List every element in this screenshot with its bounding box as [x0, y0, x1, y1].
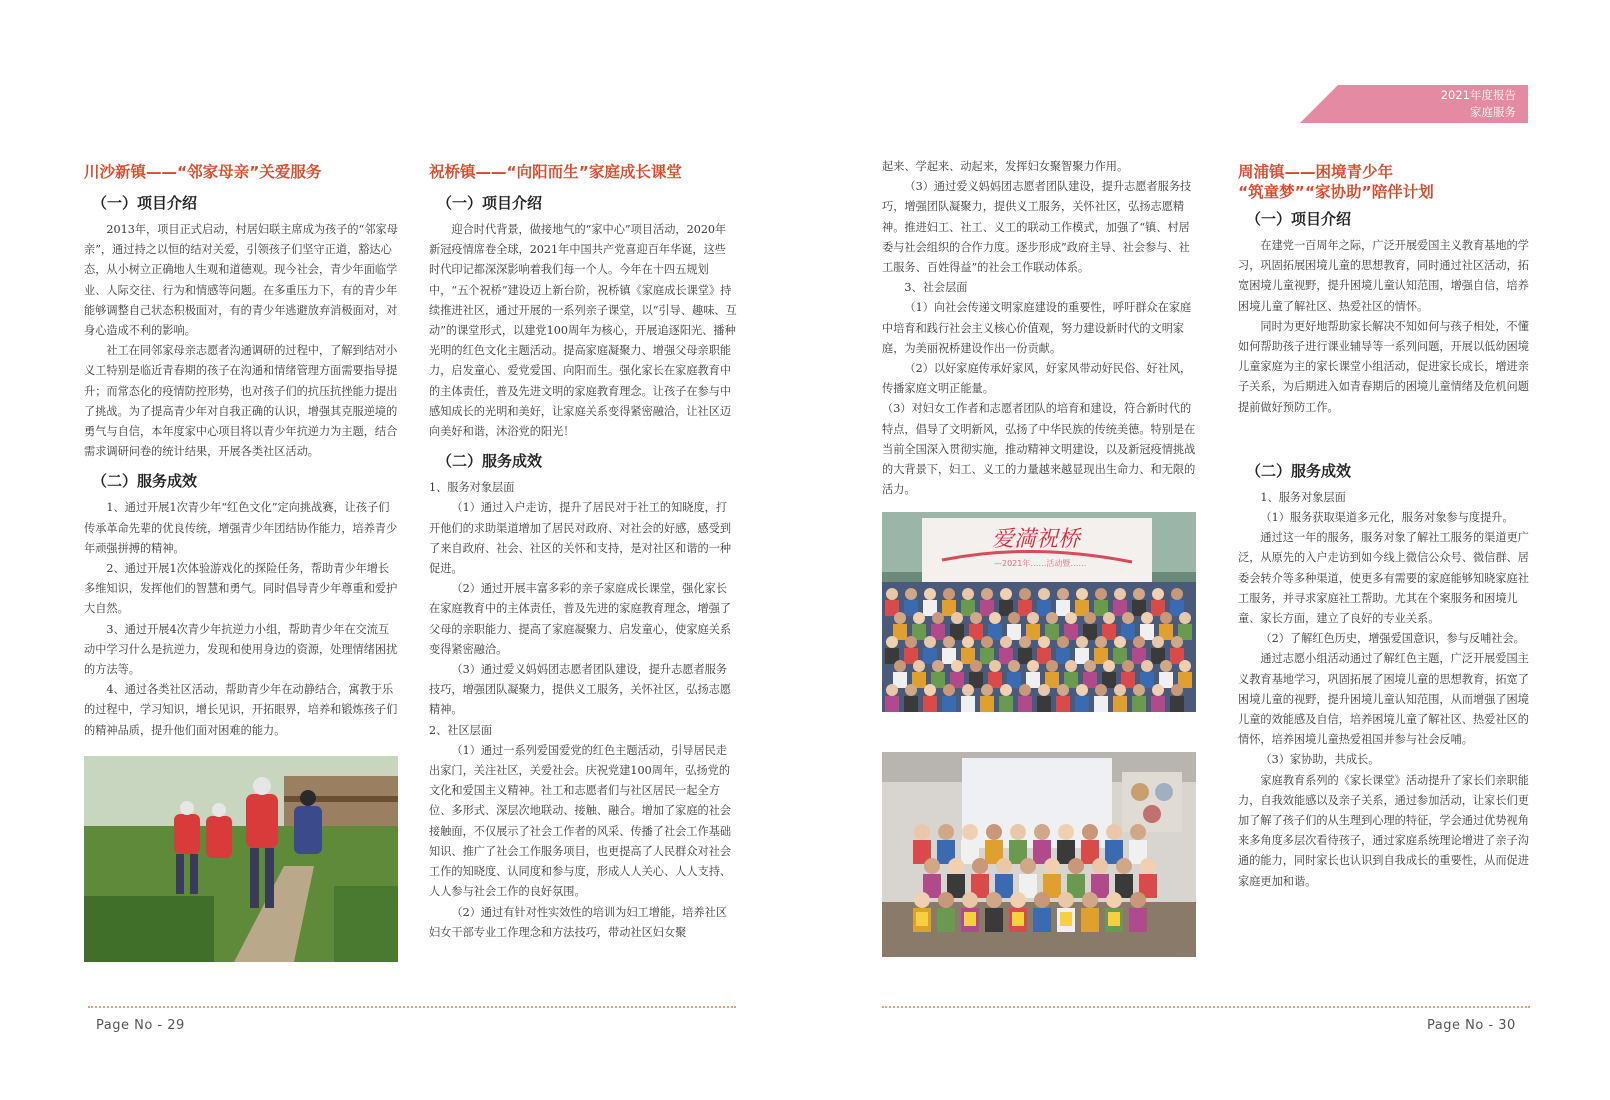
photo-parents-class	[882, 752, 1196, 957]
paragraph: （3）通过爱义妈妈团志愿者团队建设，提升志愿者服务技巧，增强团队凝聚力，提供义工服务，关怀社区，弘扬志愿精神。	[429, 663, 732, 717]
paragraph: （2）以好家庭传承好家风，好家风带动好民俗、好社风，传播家庭文明正能量。	[882, 362, 1192, 396]
paragraph: 2、通过开展1次体验游戏化的探险任务，帮助青少年增长多维知识，发挥他们的智慧和勇气。同时倡导青少年尊重和爱护大自然。	[84, 562, 398, 616]
section-title-chuansha: 川沙新镇——“邻家母亲”关爱服务	[84, 163, 322, 181]
paragraph: 通过志愿小组活动通过了解红色主题，广泛开展爱国主义教育基地学习，巩固拓展了困境儿童的思想教育，拓宽了困境儿童的视野，提升困境儿童认知范围，从而增强了困境儿童的效能感及自信，培养困境儿童了解社区、热爱社区的情怀，培养困境儿童热爱祖国并参与社会反哺。	[1238, 652, 1529, 747]
intro-heading: （一）项目介绍	[92, 194, 198, 212]
result-heading: （二）服务成效	[92, 472, 198, 491]
sign-text: 爱満祝桥	[992, 527, 1081, 552]
paragraph: 4、通过各类社区活动，帮助青少年在动静结合，寓教于乐的过程中，学习知识，增长见识，开拓眼界，培养和锻炼孩子们的精神品质，提升他们面对困难的能力。	[84, 683, 398, 737]
paragraph: （1）向社会传递文明家庭建设的重要性，呼吁群众在家庭中培育和践行社会主义核心价值观，努力建设新时代的文明家庭，为美丽祝桥建设作出一份贡献。	[882, 301, 1192, 355]
footer-divider-right	[882, 1006, 1530, 1008]
footer-divider-left	[88, 1006, 736, 1008]
photo-group-event	[882, 512, 1196, 712]
paragraph: 迎合时代背景，做接地气的“家中心”项目活动，2020年新冠疫情席卷全球，2021年中国共产党喜迎百年华诞，这些时代印记都深深影响着我们每一个人。今年在十四五规划中，“五个祝桥”建设迈上新台阶，祝桥镇《家庭成长课堂》持续推进社区，通过开展的一系列亲子课堂，以“引导、趣味、互动”的课堂形式，以建党100周年为核心，开展追逐阳光、播种光明的红色文化主题活动。提高家庭凝聚力、增强父母亲职能力，启发童心、爱党爱国、向阳而生。强化家长在家庭教育中的主体责任，普及先进文明的家庭教育理念。让孩子在参与中感知成长的光明和美好，让家庭关系变得紧密融洽，让社区迈向美好和谐，沐浴党的阳光！	[429, 223, 737, 439]
paragraph: 2、社区层面	[429, 723, 493, 737]
paragraph: （3）通过爱义妈妈团志愿者团队建设，提升志愿者服务技巧，增强团队凝聚力，提供义工服务，关怀社区，弘扬志愿精神。推进妇工、社工、义工的联动工作模式，加强了“镇、村居委与社会组织的合作力度。逐步形成”政府主导、社会参与、社工服务、百姓得益”的社会工作联动体系。	[882, 180, 1192, 275]
paragraph: （1）通过一系列爱国爱党的红色主题活动，引导居民走出家门，关注社区，关爱社会。庆祝党建100周年，弘扬党的文化和爱国主义精神。社工和志愿者们与社区居民一起全方位、多形式、深层次地联动、接触、融合。增加了家庭的社会接触面，不仅展示了社会工作者的风采、传播了社会工作基础知识、推广了社会工作服务项目，也更提高了人民群众对社会工作的知晓度、认同度和参与度，形成人人关心、人人支持、人人参与社会工作的良好氛围。	[429, 743, 732, 899]
column-zhuqiao	[429, 162, 737, 943]
report-banner	[1300, 85, 1528, 123]
section-title-zhuqiao: 祝桥镇——“向阳而生”家庭成长课堂	[429, 163, 682, 181]
section-title-zhoupu-line2: “筑童梦”“家协助”陪伴计划	[1238, 183, 1434, 201]
column-zhuqiao-continued	[882, 157, 1196, 500]
section-title-zhoupu-line1: 周浦镇——困境青少年	[1238, 163, 1394, 181]
intro-text	[429, 220, 737, 442]
page-number-left: Page No - 29	[96, 1018, 185, 1033]
paragraph: 社工在同邻家母亲志愿者沟通调研的过程中，了解到结对小义工特别是临近青春期的孩子在沟通和情绪管理方面需要指导提升；而常态化的疫情防控形势，也对孩子们的抗压抗挫能力提出了挑战。为了提高青少年对自我正确的认识，增强其克服逆境的勇气与自信，本年度家中心项目将以青少年抗逆力为主题，结合需求调研问卷的统计结果，开展各类社区活动。	[84, 344, 398, 459]
page-number-right: Page No - 30	[1427, 1018, 1516, 1033]
paragraph: （1）服务获取渠道多元化，服务对象参与度提升。	[1260, 511, 1514, 525]
paragraph: 3、社会层面	[904, 281, 968, 295]
sign-banner-text: —2021年……活动暨……	[994, 559, 1087, 568]
column-zhoupu	[1238, 162, 1530, 892]
paragraph: （3）家协助，共成长。	[1260, 753, 1380, 767]
paragraph: 1、服务对象层面	[1260, 490, 1346, 504]
result-heading: （二）服务成效	[1246, 461, 1352, 480]
photo-volunteers-walking	[84, 756, 398, 962]
paragraph: （1）通过入户走访，提升了居民对于社工的知晓度，打开他们的求助渠道增加了居民对政府、对社会的好感，感受到了来自政府、社会、社区的关怀和支持，是对社区和谐的一种促进。	[429, 501, 732, 576]
intro-heading: （一）项目介绍	[1246, 210, 1352, 228]
paragraph: （2）了解红色历史，增强爱国意识，参与反哺社会。	[1260, 632, 1525, 646]
column-chuansha	[84, 162, 398, 741]
result-heading: （二）服务成效	[437, 452, 543, 471]
paragraph: （3）对妇女工作者和志愿者团队的培育和建设，符合新时代的特点，倡导了文明新风，弘扬了中华民族的传统美德。特别是在当前全国深入贯彻实施，推动精神文明建设，以及新冠疫情挑战的大背景下，妇工、义工的力量越来越显现出生命力、和无限的活力。	[882, 402, 1196, 497]
banner-year: 2021年度报告	[1440, 88, 1516, 102]
intro-text	[84, 220, 398, 462]
paragraph: 家庭教育系列的《家长课堂》活动提升了家长们亲职能力，自我效能感以及亲子关系，通过参加活动，让家长们更加了解了孩子们的从生理到心理的特征，学会通过优势视角来多角度多层次看待孩子，通过家庭系统理论增进了亲子沟通的能力，同时家长也认识到自我成长的重要性，从而促进家庭更加和谐。	[1238, 773, 1529, 888]
continued-text	[882, 157, 1196, 500]
section-title-zhoupu	[1238, 162, 1530, 202]
paragraph: （2）通过开展丰富多彩的亲子家庭成长课堂，强化家长在家庭教育中的主体责任，普及先进的家庭教育理念，增强了父母的亲职能力、提高了家庭凝聚力、启发童心，使家庭关系变得紧密融洽。	[429, 582, 732, 656]
paragraph: 1、通过开展1次青少年“红色文化”定向挑战赛，让孩子们传承革命先辈的优良传统，增强青少年团结协作能力，培养青少年顽强拼搏的精神。	[84, 501, 398, 555]
result-text	[429, 478, 737, 943]
paragraph: 通过这一年的服务，服务对象了解社工服务的渠道更广泛，从原先的入户走访到如今线上微信公众号、微信群、居委会转介等多种渠道，使更多有需要的家庭能够知晓家庭社工服务，并寻求家庭社工帮助。尤其在个案服务和困境儿童、家长方面，建立了良好的专业关系。	[1238, 531, 1529, 626]
intro-text	[1238, 236, 1530, 418]
paragraph: 1、服务对象层面	[429, 481, 515, 495]
result-text	[84, 498, 398, 740]
paragraph: 起来、学起来、动起来，发挥妇女聚智聚力作用。	[882, 160, 1129, 173]
paragraph: 同时为更好地帮助家长解决不知如何与孩子相处，不懂如何帮助孩子进行课业辅导等一系列问题，开展以低幼困境儿童家庭为主的家长课堂小组活动，促进家长成长，增进亲子关系，为后期进入如青春期后的困境儿童情绪及危机问题提前做好预防工作。	[1238, 319, 1529, 414]
result-text	[1238, 488, 1530, 892]
paragraph: 2013年，项目正式启动，村居妇联主席成为孩子的“邻家母亲”，通过持之以恒的结对关爱，引领孩子们坚守正道，豁达心态，从小树立正确地人生观和道德观。现今社会，青少年面临学业、人际交往、行为和情感等问题。在多重压力下，有的青少年能够调整自己状态积极面对，有的青少年逃避放弃消极面对，对身心造成不利的影响。	[84, 223, 398, 338]
paragraph: 3、通过开展4次青少年抗逆力小组，帮助青少年在交流互动中学习什么是抗逆力，发现和使用身边的资源，处理情绪困扰的方法等。	[84, 622, 398, 677]
intro-heading: （一）项目介绍	[437, 194, 543, 212]
banner-category: 家庭服务	[1470, 105, 1516, 119]
paragraph: 在建党一百周年之际，广泛开展爱国主义教育基地的学习，巩固拓展困境儿童的思想教育，同时通过社区活动，拓宽困境儿童视野，提升困境儿童认知范围，增强自信，培养困境儿童了解社区、热爱社区的情怀。	[1238, 239, 1529, 313]
paragraph: （2）通过有针对性实效性的培训为妇工增能，培养社区妇女干部专业工作理念和方法技巧，带动社区妇女聚	[429, 905, 728, 939]
